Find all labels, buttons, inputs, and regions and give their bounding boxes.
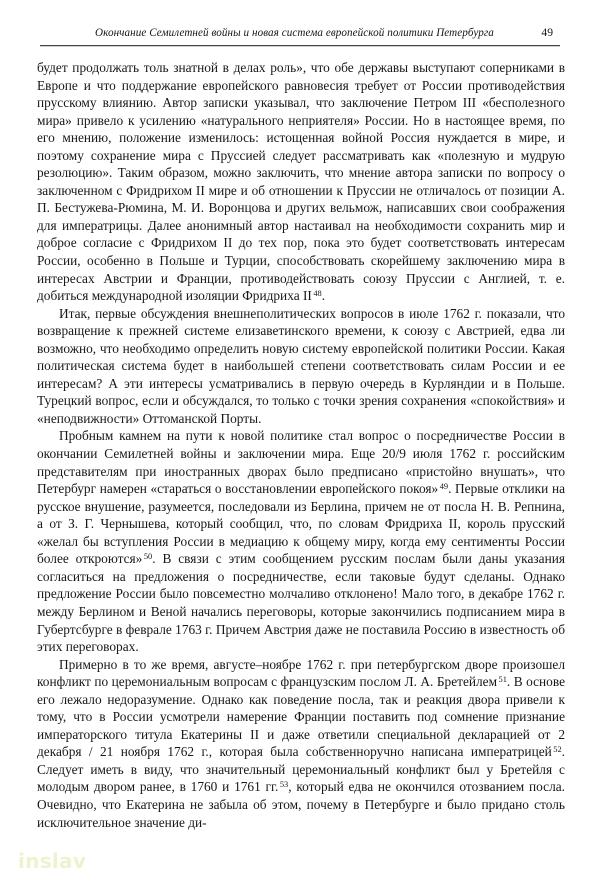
body-text (37, 59, 565, 831)
paragraph (37, 427, 565, 655)
footnote-reference[interactable]: 53 (279, 780, 289, 790)
paragraph (37, 59, 565, 305)
text-run: Примерно в то же время, августе–ноябре 1762 г. при петербургском дворе произошел конфликт по церемониальным вопросам с французским послом Л. А. Бретейлем (37, 656, 565, 690)
footnote-reference[interactable]: 50 (143, 551, 153, 561)
page-number: 49 (541, 26, 553, 39)
text-run: Итак, первые обсуждения внешнеполитических вопросов в июле 1762 г. показали, что возвращение к прежней системе елизаветинского времени, к союзу с Австрией, едва ли возможно, что необходимо определить новую систему европейской политики России. Какая политическая система будет в наибольшей степени соответствовать силам России и ее интересам? А эти интересы усматривались в первую очередь в Курляндии и в Польше. Турецкий вопрос, если и обсуждался, то только с точки зрения сохранения «спокойствия» и «неподвижности» Оттоманской Порты. (37, 305, 565, 426)
text-run: . (321, 288, 326, 304)
text-run: . Первые отклики на русское внушение, разумеется, последовали из Берлина, причем не от посла Н. В. Репнина, а от З. Г. Чернышева, который сообщил, что, по словам Фридриха II, король прусский «желал бы вступления России в медиацию к общему миру, когда ему сентименты России более откроются» (37, 481, 566, 567)
paragraph (37, 656, 565, 831)
footnote-reference[interactable]: 49 (439, 481, 449, 491)
header-rule (40, 45, 560, 46)
text-run: Пробным камнем на пути к новой политике стал вопрос о посредничестве России в окончании Семилетней войны и заключении мира. Еще 20/9 июля 1762 г. российским представителям при иностранных дворах было предписано «пристойно внушать», что Петербург намерен «стараться о восстановлении европейского покоя» (37, 428, 565, 497)
running-head (37, 26, 563, 44)
text-run: , который едва не окончился отозванием посла. Очевидно, что Екатерина не забыла об этом, почему в Петербурге и было придано столь исключительное значение ди- (37, 779, 565, 830)
footnote-reference[interactable]: 48 (313, 288, 322, 298)
watermark: inslav (18, 849, 87, 873)
paragraph (37, 305, 565, 428)
footnote-reference[interactable]: 51 (498, 674, 507, 684)
text-run: будет продолжать толь знатной в делах роль», что обе державы выступают соперниками в Европе и что поддержание европейского равновесия требует от России противодействия прусскому влиянию. Автор записки указывал, что заключение Петром III «бесполезного мира» привело к усилению «натурального неприятеля» России. Но в настоящее время, по его мнению, положение изменилось: истощенная войной Россия нуждается в мире, и поэтому сохранение мира с Пруссией следует рассматривать как «полезную и мудрую резолюцию». Таким образом, можно заключить, что мнение автора записки по вопросу о заключенном с Фридрихом II мире и об отношении к Пруссии не отличалось от позиции А. П. Бестужева-Рюмина, М. И. Воронцова и других вельмож, написавших свои соображения для императрицы. Далее анонимный автор настаивал на необходимости сохранить мир и доброе согласие с Фридрихом II до тех пор, пока это будет соответствовать интересам России, особенно в Польше и Турции, способствовать скорейшему заключению мира в интересах Австрии и Франции, противодействовать союзу Пруссии с Англией, т. е. добиться международной изоляции Фридриха II (37, 60, 565, 304)
running-head-title: Окончание Семилетней войны и новая система европейской политики Петербурга (95, 27, 494, 39)
text-run: . В основе его лежало недоразумение. Однако как поведение посла, так и реакция двора привели к тому, что в России усмотрели намерение Франции поставить под сомнение признание императорского титула Екатерины II и даже ответили специальной декларацией от 2 декабря / 21 ноября 1762 г., которая была собственноручно написана императрицей (37, 674, 566, 760)
text-run: . Следует иметь в виду, что значительный церемониальный конфликт был у Бретейля с молодым двором ранее, в 1760 и 1761 гг. (37, 744, 565, 795)
footnote-reference[interactable]: 52 (553, 744, 562, 754)
text-run: . В связи с этим сообщением русским послам были даны указания согласиться на предложения о посредничестве, если таковые будут сделаны. Однако предложение России было повсеместно молчаливо отклонено! Мало того, в декабре 1762 г. между Берлином и Веной начались переговоры, которые закончились подписанием мира в Губертсбурге в феврале 1763 г. Причем Австрия даже не поставила Россию в известность об этих переговорах. (37, 551, 565, 655)
